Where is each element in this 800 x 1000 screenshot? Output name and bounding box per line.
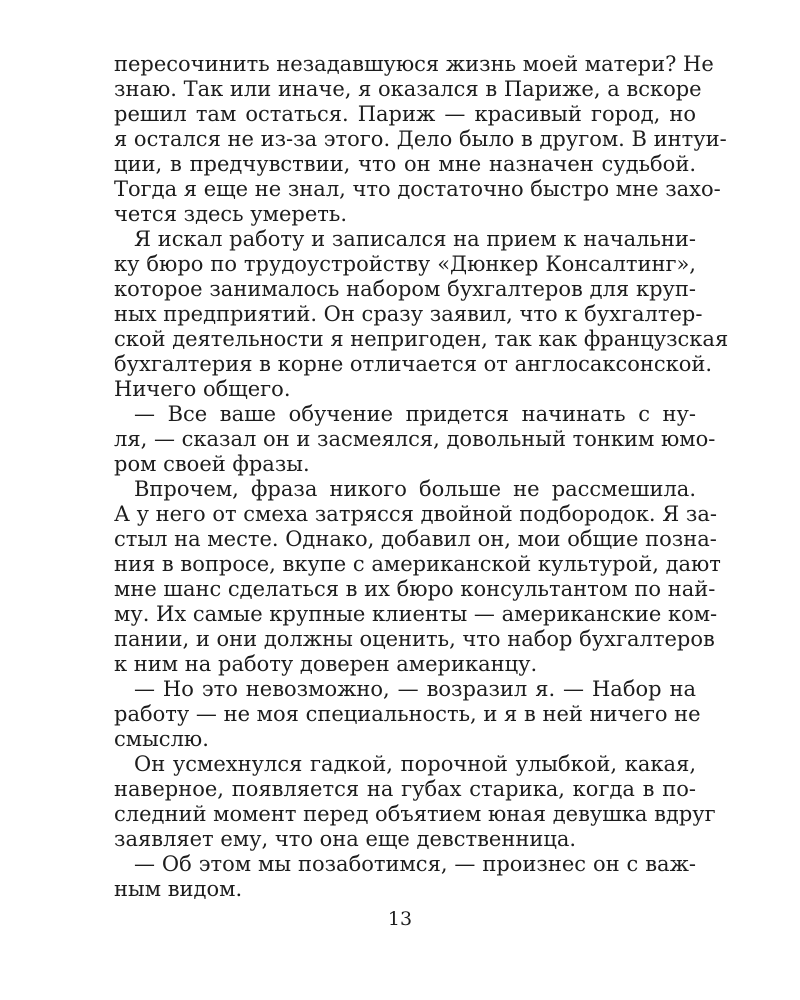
text-line: мне шанс сделаться в их бюро консультантом по най- [114,577,716,601]
text-line: знаю. Так или иначе, я оказался в Париже, а вскоре [114,77,702,101]
text-line: ром своей фразы. [114,452,310,476]
text-line: к ним на работу доверен американцу. [114,652,538,676]
text-line: пании, и они должны оценить, что набор бухгалтеров [114,627,715,651]
text-line: заявляет ему, что она еще девственница. [114,827,577,851]
text-line: бухгалтерия в корне отличается от англосаксонской. [114,352,713,376]
text-line: Впрочем, фраза никого больше не рассмешила. [134,477,696,501]
page-number: 13 [387,908,413,930]
text-line: — Но это невозможно, — возразил я. — Набор на [134,677,696,701]
text-line: наверное, появляется на губах старика, когда в по- [114,777,696,801]
text-line: Я искал работу и записался на прием к начальни- [134,227,696,251]
text-line: решил там остаться. Париж — красивый город, но [114,102,696,126]
text-line: ции, в предчувствии, что он мне назначен судьбой. [114,152,696,176]
text-line: — Все ваше обучение придется начинать с ну- [134,402,696,426]
text-line: которое занималось набором бухгалтеров для круп- [114,277,696,301]
text-line: ской деятельности я непригоден, так как французская [114,327,729,351]
text-line: ным видом. [114,877,243,901]
text-line: Ничего общего. [114,377,291,401]
text-line: пересочинить незадавшуюся жизнь моей матери? Не [114,52,714,76]
text-line: ля, — сказал он и засмеялся, довольный тонким юмо- [114,427,716,451]
text-line: Он усмехнулся гадкой, порочной улыбкой, какая, [134,752,696,776]
text-line: му. Их самые крупные клиенты — американские ком- [114,602,718,626]
text-line: работу — не моя специальность, и я в ней ничего не [114,702,701,726]
text-line: стыл на месте. Однако, добавил он, мои общие позна- [114,527,717,551]
text-line: А у него от смеха затрясся двойной подбородок. Я за- [114,502,717,526]
text-line: ния в вопросе, вкупе с американской культурой, дают [114,552,721,576]
text-line: чется здесь умереть. [114,202,348,226]
text-line: — Об этом мы позаботимся, — произнес он с важ- [134,852,696,876]
text-line: Тогда я еще не знал, что достаточно быстро мне захо- [114,177,721,201]
text-line: ку бюро по трудоустройству «Дюнкер Консалтинг», [114,252,696,276]
text-line: ных предприятий. Он сразу заявил, что к бухгалтер- [114,302,703,326]
text-line: я остался не из-за этого. Дело было в другом. В интуи- [114,127,727,151]
text-line: следний момент перед объятием юная девушка вдруг [114,802,716,826]
text-line: смыслю. [114,727,209,751]
